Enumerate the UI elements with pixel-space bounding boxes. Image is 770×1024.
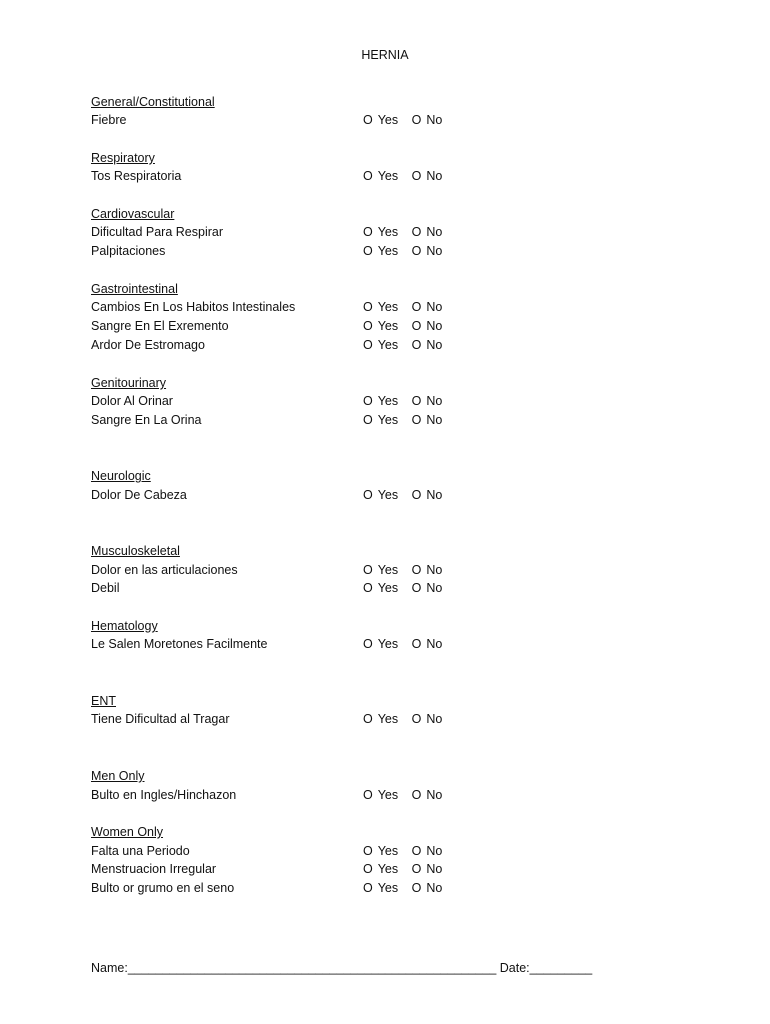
section-heading-hematology: Hematology [91, 619, 158, 633]
section-heading-ent: ENT [91, 694, 116, 708]
section-heading-men-only: Men Only [91, 769, 145, 783]
question-label: Palpitaciones [91, 244, 166, 258]
question-row-fiebre [91, 113, 491, 131]
no-radio[interactable]: O No [411, 394, 443, 408]
question-row-menstruacion [91, 862, 491, 880]
no-radio[interactable]: O No [411, 581, 443, 595]
question-label: Dificultad Para Respirar [91, 225, 223, 239]
section-heading-genitourinary: Genitourinary [91, 376, 167, 390]
radio-circle-icon: O [411, 881, 422, 895]
radio-circle-icon: O [363, 113, 373, 127]
question-label: Tiene Dificultad al Tragar [91, 712, 230, 726]
radio-circle-icon: O [363, 394, 373, 408]
radio-circle-icon: O [411, 581, 422, 595]
yes-radio[interactable]: O Yes [363, 169, 399, 183]
radio-circle-icon: O [411, 338, 422, 352]
yes-no-options [363, 225, 442, 239]
yes-radio[interactable]: O Yes [363, 413, 399, 427]
no-radio[interactable]: O No [411, 300, 443, 314]
yes-no-options [363, 881, 442, 895]
radio-circle-icon: O [411, 563, 422, 577]
radio-circle-icon: O [363, 712, 373, 726]
question-label: Dolor De Cabeza [91, 488, 187, 502]
yes-no-options [363, 637, 442, 651]
question-row-moretones [91, 637, 491, 655]
question-row-tos [91, 169, 491, 187]
question-row-falta-periodo [91, 844, 491, 862]
yes-radio[interactable]: O Yes [363, 394, 399, 408]
radio-circle-icon: O [411, 244, 422, 258]
no-radio[interactable]: O No [411, 113, 443, 127]
yes-radio[interactable]: O Yes [363, 581, 399, 595]
radio-circle-icon: O [363, 581, 373, 595]
yes-no-options [363, 169, 442, 183]
radio-circle-icon: O [411, 394, 422, 408]
section-heading-respiratory: Respiratory [91, 151, 155, 165]
no-radio[interactable]: O No [411, 225, 443, 239]
question-row-dolor-orinar [91, 394, 491, 412]
question-row-dolor-cabeza [91, 488, 491, 506]
yes-no-options [363, 844, 442, 858]
question-row-dificultad-tragar [91, 712, 491, 730]
radio-circle-icon: O [363, 225, 373, 239]
yes-no-options [363, 581, 442, 595]
radio-circle-icon: O [411, 225, 422, 239]
no-radio[interactable]: O No [411, 338, 443, 352]
signature-footer [91, 961, 592, 975]
no-radio[interactable]: O No [411, 319, 443, 333]
radio-circle-icon: O [411, 319, 422, 333]
yes-no-options [363, 862, 442, 876]
no-radio[interactable]: O No [411, 788, 443, 802]
radio-circle-icon: O [363, 488, 373, 502]
yes-no-options [363, 563, 442, 577]
radio-circle-icon: O [363, 862, 373, 876]
yes-radio[interactable]: O Yes [363, 844, 399, 858]
radio-circle-icon: O [363, 338, 373, 352]
question-label: Sangre En El Exremento [91, 319, 229, 333]
radio-circle-icon: O [411, 488, 422, 502]
radio-circle-icon: O [411, 844, 422, 858]
radio-circle-icon: O [363, 244, 373, 258]
question-label: Tos Respiratoria [91, 169, 182, 183]
yes-radio[interactable]: O Yes [363, 225, 399, 239]
yes-no-options [363, 244, 442, 258]
question-label: Menstruacion Irregular [91, 862, 217, 876]
question-label: Sangre En La Orina [91, 413, 202, 427]
radio-circle-icon: O [363, 319, 373, 333]
question-row-bulto-ingles [91, 788, 491, 806]
radio-circle-icon: O [411, 637, 422, 651]
radio-circle-icon: O [363, 637, 373, 651]
yes-radio[interactable]: O Yes [363, 319, 399, 333]
radio-circle-icon: O [411, 862, 422, 876]
name-field[interactable]: _____________________________________________________ [127, 961, 497, 975]
question-label: Dolor Al Orinar [91, 394, 173, 408]
yes-radio[interactable]: O Yes [363, 113, 399, 127]
no-radio[interactable]: O No [411, 862, 443, 876]
question-row-sangre-exremento [91, 319, 491, 337]
yes-radio[interactable]: O Yes [363, 881, 399, 895]
section-heading-cardiovascular: Cardiovascular [91, 207, 175, 221]
yes-radio[interactable]: O Yes [363, 244, 399, 258]
question-label: Debil [91, 581, 120, 595]
radio-circle-icon: O [411, 712, 422, 726]
no-radio[interactable]: O No [411, 881, 443, 895]
radio-circle-icon: O [411, 169, 422, 183]
yes-no-options [363, 488, 442, 502]
yes-no-options [363, 319, 442, 333]
page-title: HERNIA [361, 48, 409, 62]
question-label: Le Salen Moretones Facilmente [91, 637, 268, 651]
no-radio[interactable]: O No [411, 169, 443, 183]
question-label: Bulto en Ingles/Hinchazon [91, 788, 237, 802]
radio-circle-icon: O [411, 413, 422, 427]
name-label: Name: [91, 961, 128, 975]
question-row-dolor-articulaciones [91, 563, 491, 581]
radio-circle-icon: O [363, 881, 373, 895]
yes-radio[interactable]: O Yes [363, 712, 399, 726]
question-label: Dolor en las articulaciones [91, 563, 238, 577]
yes-radio[interactable]: O Yes [363, 563, 399, 577]
yes-no-options [363, 413, 442, 427]
radio-circle-icon: O [411, 300, 422, 314]
radio-circle-icon: O [411, 788, 422, 802]
question-row-palpitaciones [91, 244, 491, 262]
section-heading-general: General/Constitutional [91, 95, 215, 109]
no-radio[interactable]: O No [411, 488, 443, 502]
section-heading-musculoskeletal: Musculoskeletal [91, 544, 180, 558]
yes-radio[interactable]: O Yes [363, 862, 399, 876]
section-heading-neurologic: Neurologic [91, 469, 151, 483]
question-label: Bulto or grumo en el seno [91, 881, 235, 895]
yes-radio[interactable]: O Yes [363, 488, 399, 502]
question-label: Fiebre [91, 113, 127, 127]
radio-circle-icon: O [363, 169, 373, 183]
question-label: Falta una Periodo [91, 844, 190, 858]
radio-circle-icon: O [363, 844, 373, 858]
no-radio[interactable]: O No [411, 563, 443, 577]
yes-no-options [363, 394, 442, 408]
no-radio[interactable]: O No [411, 637, 443, 651]
question-row-debil [91, 581, 491, 599]
date-field[interactable]: _________ [529, 961, 593, 975]
no-radio[interactable]: O No [411, 244, 443, 258]
question-row-cambios-habitos [91, 300, 491, 318]
section-heading-women-only: Women Only [91, 825, 164, 839]
section-heading-gastrointestinal: Gastrointestinal [91, 282, 178, 296]
yes-no-options [363, 113, 442, 127]
yes-no-options [363, 300, 442, 314]
question-label: Cambios En Los Habitos Intestinales [91, 300, 296, 314]
radio-circle-icon: O [363, 563, 373, 577]
no-radio[interactable]: O No [411, 712, 443, 726]
yes-radio[interactable]: O Yes [363, 300, 399, 314]
question-row-dificultad-respirar [91, 225, 491, 243]
yes-no-options [363, 788, 442, 802]
date-label: Date: [499, 961, 530, 975]
radio-circle-icon: O [411, 113, 422, 127]
no-radio[interactable]: O No [411, 844, 443, 858]
question-row-bulto-seno [91, 881, 491, 899]
yes-no-options [363, 338, 442, 352]
radio-circle-icon: O [363, 413, 373, 427]
yes-radio[interactable]: O Yes [363, 637, 399, 651]
question-row-ardor-estromago [91, 338, 491, 356]
yes-radio[interactable]: O Yes [363, 788, 399, 802]
yes-radio[interactable]: O Yes [363, 338, 399, 352]
no-radio[interactable]: O No [411, 413, 443, 427]
question-row-sangre-orina [91, 413, 491, 431]
question-label: Ardor De Estromago [91, 338, 205, 352]
radio-circle-icon: O [363, 788, 373, 802]
radio-circle-icon: O [363, 300, 373, 314]
yes-no-options [363, 712, 442, 726]
